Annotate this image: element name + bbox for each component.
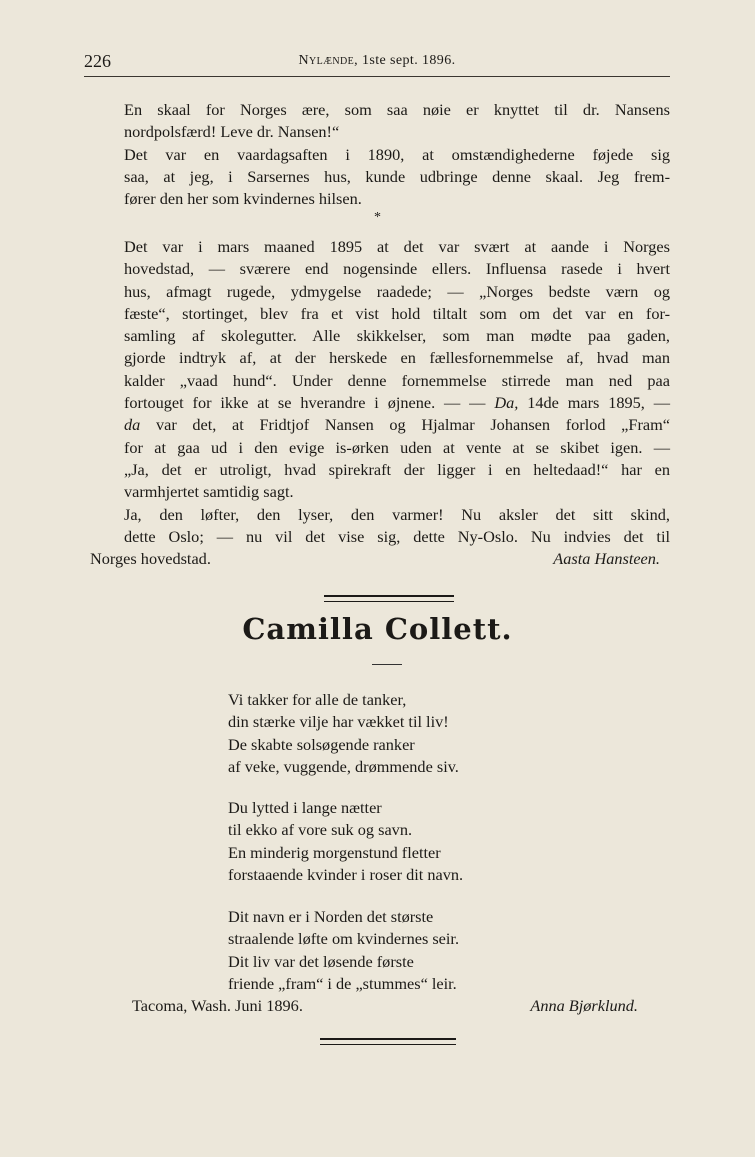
section-divider [320,1038,456,1045]
emphasis-da: Da, [494,393,519,413]
text-fragment: fortouget for ikke at se hverandre i øjnene. — — [124,393,486,413]
text-line [90,392,670,414]
text-line: for at gaa ud i den evige is-ørken uden at vente at se skibet igen. — [124,437,670,457]
text-line: hus, afmagt rugede, ydmygelse raadede; — „Norges bedste værn og [124,281,670,301]
article-opening [90,99,670,210]
text-fragment: 14de mars 1895, — [527,393,671,413]
closing-line [90,548,670,570]
text-line: Det var i mars maaned 1895 at det var svært at aande i Norges [124,237,670,256]
poem-line: Vi takker for alle de tanker, [228,690,407,709]
text-line: fører den her som kvindernes hilsen. [124,189,362,209]
article-body [90,236,670,570]
place-date: Tacoma, Wash. Juni 1896. [132,996,303,1015]
emphasis-da: da [124,415,141,435]
text-line: hovedstad, — sværere end nogensinde ellers. Influensa rasede i hvert [124,259,670,279]
poem-stanza-2 [228,797,548,886]
poem-line: De skabte solsøgende ranker [228,734,415,754]
running-head [84,53,670,69]
poem-line: straalende løfte om kvindernes seir. [228,929,460,949]
text-line: kalder „vaad hund“. Under denne fornemmelse stirrede man ned paa [124,370,670,390]
poem-stanza-1 [228,689,548,778]
poem-stanza-3 [228,906,548,995]
paragraph-1 [90,99,670,144]
poem-line: En minderig morgenstund fletter [228,842,441,862]
title-underline [372,664,402,665]
text-line: Norges hovedstad. [90,549,211,569]
text-line: Ja, den løfter, den lyser, den varmer! Nu aksler det sitt skind, [124,504,670,524]
poem-line: friende „fram“ i de „stummes“ leir. [228,973,457,993]
text-line: samling af skolegutter. Alle skikkelser, som man mødte paa gaden, [124,326,670,346]
text-line: „Ja, det er utroligt, hvad spirekraft der ligger i en heltedaad!“ har en [124,459,670,479]
poem-line: Du lytted i lange nætter [228,798,382,817]
section-separator: * [374,210,381,225]
paragraph-2 [90,144,670,211]
poem-line: din stærke vilje har vækket til liv! [228,712,449,732]
text-line: dette Oslo; — nu vil det vise sig, dette Ny-Oslo. Nu indvies det til [124,526,670,546]
poem-line: Dit navn er i Norden det største [228,907,434,926]
poem-byline [132,995,638,1017]
poem-line: til ekko af vore suk og savn. [228,820,413,840]
paragraph-4 [90,504,670,549]
section-divider [324,595,454,602]
page-header [84,50,670,77]
text-line: gjorde indtryk af, at der herskede en fællesfornemmelse af, hvad man [124,348,670,368]
text-line: Det var en vaardagsaften i 1890, at omstændighederne føjede sig [124,144,670,164]
page-number: 226 [84,51,111,71]
poem-line: forstaaende kvinder i roser dit navn. [228,864,464,884]
poem-line: af veke, vuggende, drømmende siv. [228,756,459,776]
paragraph-3 [90,236,670,504]
text-line: En skaal for Norges ære, som saa nøie er knyttet til dr. Nansens [124,100,670,119]
text-line: nordpolsfærd! Leve dr. Nansen!“ [124,122,340,142]
poem-title: Camilla Collett. [242,612,513,646]
journal-name: Nylænde, [298,53,359,68]
issue-date: 1ste sept. 1896. [361,53,456,68]
poem-line: Dit liv var det løsende første [228,951,414,971]
text-line: varmhjertet samtidig sagt. [124,482,294,502]
text-fragment: var det, at Fridtjof Nansen og Hjalmar Johansen forlod „Fram“ [155,415,670,435]
text-line: saa, at jeg, i Sarsernes hus, kunde udbringe denne skaal. Jeg frem- [124,166,670,186]
poem-author: Anna Bjørklund. [530,996,638,1015]
text-line [90,414,670,436]
text-line: fæste“, stortinget, blev fra et vist hold tiltalt som om det var en for- [124,303,670,323]
signature: Aasta Hansteen. [553,549,660,569]
